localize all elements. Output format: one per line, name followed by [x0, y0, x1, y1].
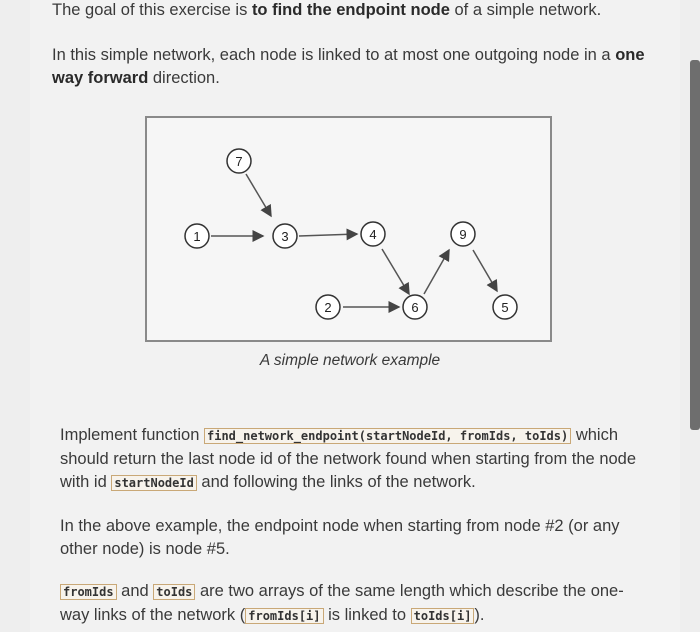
svg-text:4: 4 — [369, 227, 377, 242]
to-ids-i-code: toIds[i] — [411, 608, 475, 624]
goal-paragraph — [52, 0, 672, 22]
node-1 — [185, 224, 209, 248]
to-ids-code: toIds — [153, 584, 195, 600]
network-graph — [147, 118, 550, 340]
svg-text:5: 5 — [501, 300, 509, 315]
network-diagram — [145, 116, 552, 342]
function-signature-code: find_network_endpoint(startNodeId, fromIds, toIds) — [204, 428, 571, 444]
implement-paragraph — [60, 424, 640, 495]
description-paragraph — [52, 44, 652, 90]
edge-6-9 — [424, 250, 449, 294]
edge-4-6 — [382, 249, 409, 294]
edge-7-3 — [246, 174, 271, 216]
diagram-caption: A simple network example — [259, 352, 441, 369]
arrays-paragraph — [60, 580, 640, 628]
svg-text:7: 7 — [235, 154, 243, 169]
node-3 — [273, 224, 297, 248]
arrays-linked-text: is linked to — [323, 606, 411, 624]
svg-text:1: 1 — [193, 229, 201, 244]
svg-text:3: 3 — [281, 229, 289, 244]
goal-bold-text: to find the endpoint node — [251, 1, 450, 19]
scrollbar[interactable] — [690, 60, 700, 430]
svg-text:2: 2 — [324, 300, 332, 315]
goal-text-end: of a simple network. — [449, 1, 602, 19]
node-2 — [316, 295, 340, 319]
implement-text-end: and following the links of the network. — [196, 473, 476, 491]
svg-text:6: 6 — [411, 300, 419, 315]
svg-text:9: 9 — [459, 227, 467, 242]
node-9 — [451, 222, 475, 246]
arrays-and-text: and — [116, 582, 154, 600]
start-node-id-code: startNodeId — [111, 475, 196, 491]
description-text: In this simple network, each node is linked to at most one outgoing node in a — [52, 46, 616, 64]
description-text-end: direction. — [148, 69, 220, 87]
description-bold-text: one way forward — [52, 46, 645, 87]
edge-3-4 — [299, 234, 357, 236]
arrays-text: are two arrays of the same length which describe the one-way links of the network ( — [60, 582, 624, 624]
example-paragraph: In the above example, the endpoint node when starting from node #2 (or any other node) is node #5. — [60, 517, 620, 558]
implement-text: Implement function — [60, 426, 204, 444]
node-4 — [361, 222, 385, 246]
implement-text-middle: which should return the last node id of the network found when starting from the node with id — [60, 426, 637, 491]
arrays-end-text: ). — [474, 606, 485, 624]
edge-9-5 — [473, 250, 497, 291]
goal-text: The goal of this exercise is — [52, 1, 252, 19]
node-6 — [403, 295, 427, 319]
from-ids-i-code: fromIds[i] — [245, 608, 323, 624]
node-7 — [227, 149, 251, 173]
from-ids-code: fromIds — [60, 584, 117, 600]
node-5 — [493, 295, 517, 319]
